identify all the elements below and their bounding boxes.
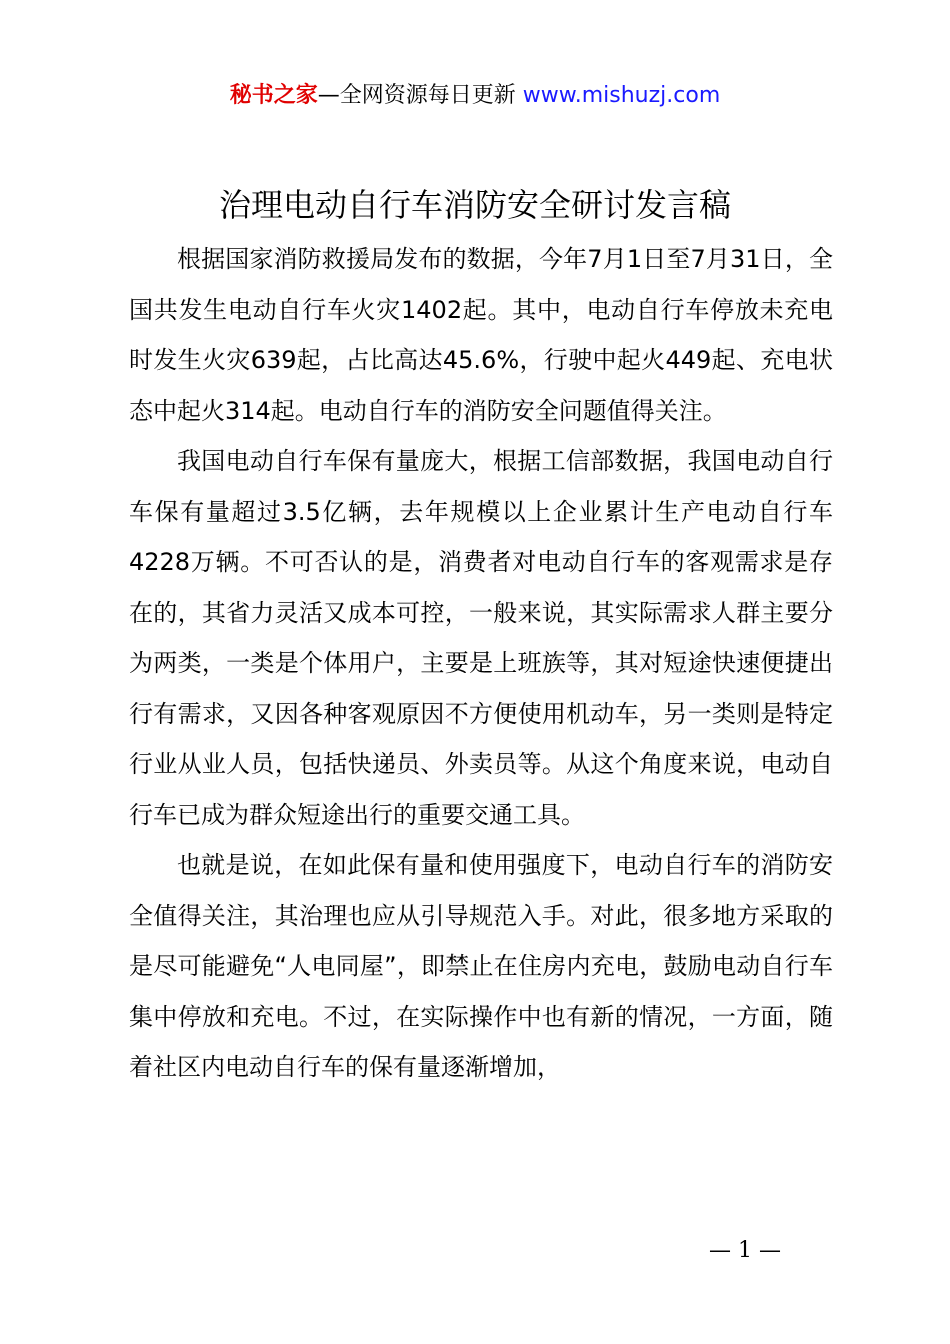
paragraph: 我国电动自行车保有量庞大，根据工信部数据，我国电动自行车保有量超过3.5亿辆，去年规模以上企业累计生产电动自行车4228万辆。不可否认的是，消费者对电动自行车的客观需求是存在的，其省力灵活又成本可控，一般来说，其实际需求人群主要分为两类，一类是个体用户，主要是上班族等，其对短途快速便捷出行有需求，又因各种客观原因不方便使用机动车，另一类则是特定行业从业人员，包括快递员、外卖员等。从这个角度来说，电动自行车已成为群众短途出行的重要交通工具。 [129,447,833,829]
paragraph: 根据国家消防救援局发布的数据，今年7月1日至7月31日，全国共发生电动自行车火灾1402起。其中，电动自行车停放未充电时发生火灾639起，占比高达45.6%，行驶中起火449起、充电状态中起火314起。电动自行车的消防安全问题值得关注。 [129,245,833,425]
paragraph: 也就是说，在如此保有量和使用强度下，电动自行车的消防安全值得关注，其治理也应从引导规范入手。对此，很多地方采取的是尽可能避免“人电同屋”，即禁止在住房内充电，鼓励电动自行车集中停放和充电。不过，在实际操作中也有新的情况，一方面，随着社区内电动自行车的保有量逐渐增加， [129,851,833,1081]
site-url-link[interactable]: www.mishuzj.com [522,83,721,108]
site-tagline: —全网资源每日更新 [317,83,516,108]
document-title: 治理电动自行车消防安全研讨发言稿 [218,186,731,224]
site-header [0,80,950,112]
document-body [129,234,833,1093]
page-number: — 1 — [709,1238,781,1263]
site-brand: 秘书之家 [229,83,318,108]
